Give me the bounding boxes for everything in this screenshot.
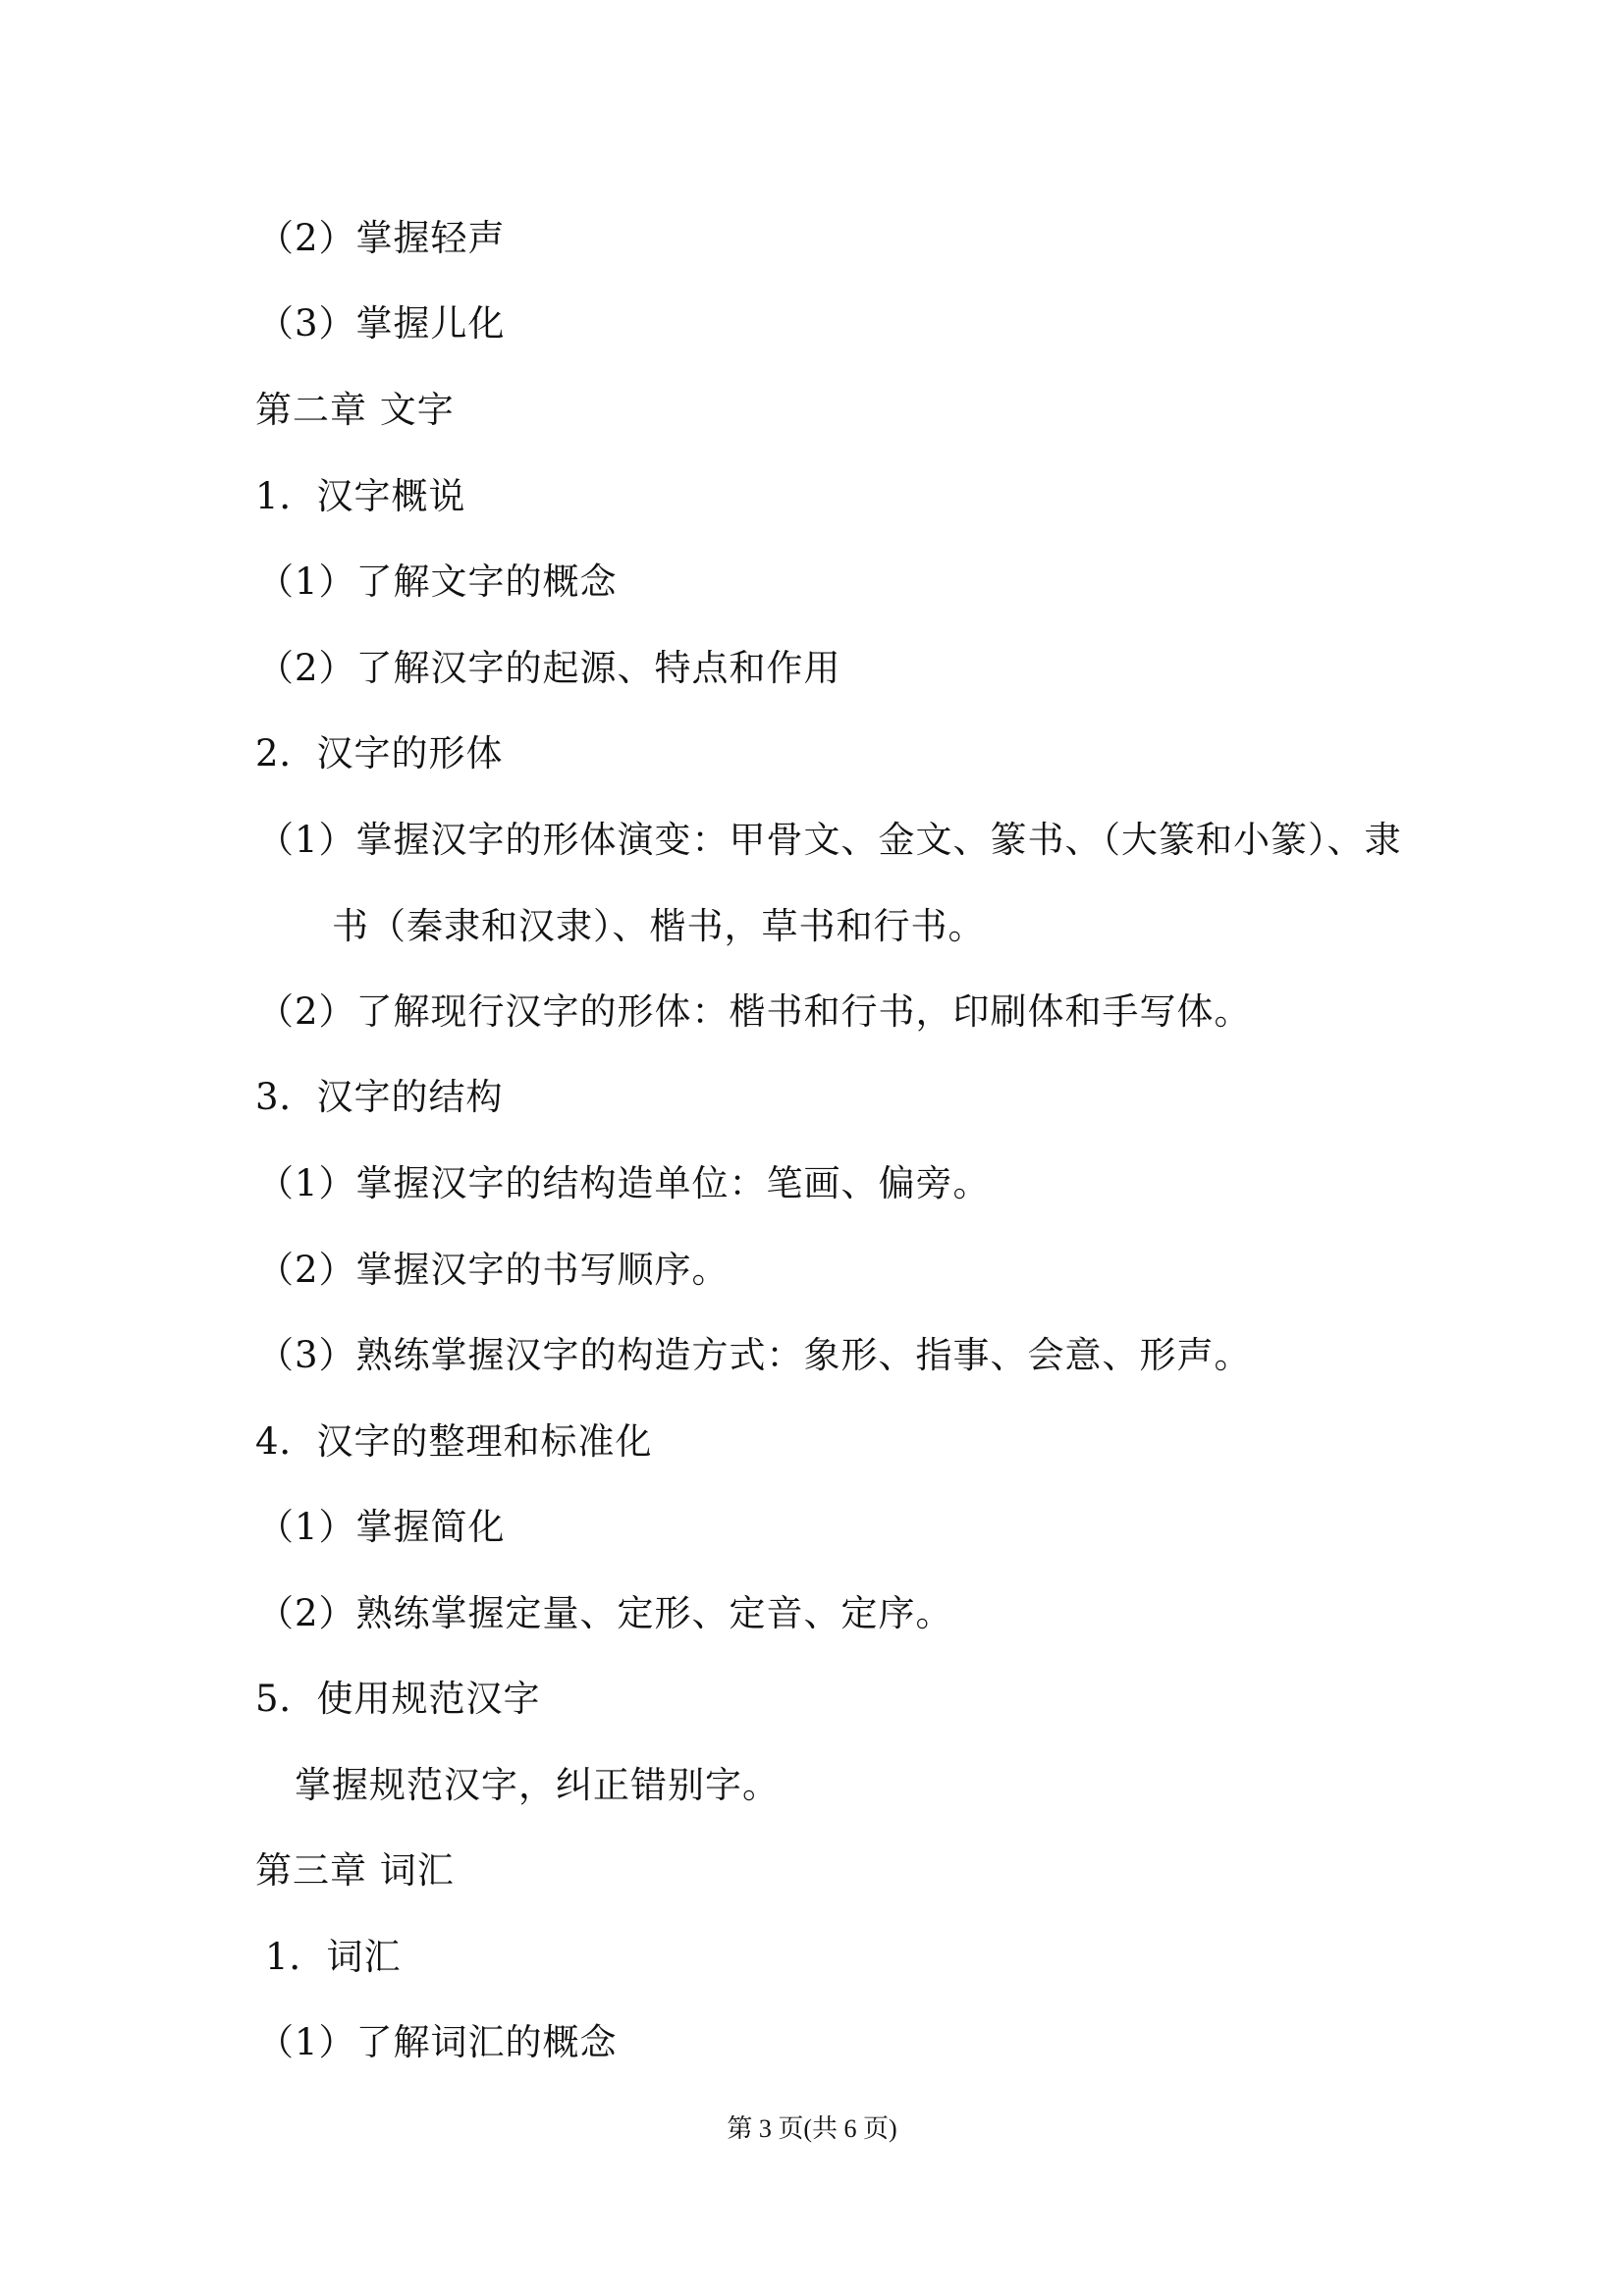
chapter-heading: 第二章 文字 <box>255 389 455 431</box>
section-heading: 4．汉字的整理和标准化 <box>255 1420 653 1463</box>
section-heading: 5．使用规范汉字 <box>255 1678 541 1720</box>
text-line: 掌握规范汉字，纠正错别字。 <box>295 1764 780 1806</box>
text-line: （1）掌握简化 <box>257 1506 506 1548</box>
section-heading: 1．词汇 <box>265 1936 402 1978</box>
section-heading: 2．汉字的形体 <box>255 732 504 774</box>
text-line-continuation: 书（秦隶和汉隶）、楷书，草书和行书。 <box>332 905 986 947</box>
text-line: （2）掌握轻声 <box>257 217 506 259</box>
text-line: （3）熟练掌握汉字的构造方式：象形、指事、会意、形声。 <box>257 1334 1252 1376</box>
text-line: （1）掌握汉字的结构造单位：笔画、偏旁。 <box>257 1162 991 1204</box>
text-line: （2）了解现行汉字的形体：楷书和行书，印刷体和手写体。 <box>257 990 1252 1033</box>
section-heading: 1．汉字概说 <box>255 475 466 517</box>
text-line: （1）掌握汉字的形体演变：甲骨文、金文、篆书、（大篆和小篆）、隶 <box>257 819 1402 861</box>
page-footer: 第 3 页(共 6 页) <box>727 2114 897 2143</box>
text-line: （2）了解汉字的起源、特点和作用 <box>257 647 841 689</box>
text-line: （2）熟练掌握定量、定形、定音、定序。 <box>257 1592 953 1634</box>
text-line: （1）了解词汇的概念 <box>257 2021 618 2063</box>
section-heading: 3．汉字的结构 <box>255 1076 504 1118</box>
chapter-heading: 第三章 词汇 <box>255 1849 455 1892</box>
text-line: （3）掌握儿化 <box>257 302 506 345</box>
text-line: （2）掌握汉字的书写顺序。 <box>257 1249 730 1291</box>
text-line: （1）了解文字的概念 <box>257 561 618 603</box>
